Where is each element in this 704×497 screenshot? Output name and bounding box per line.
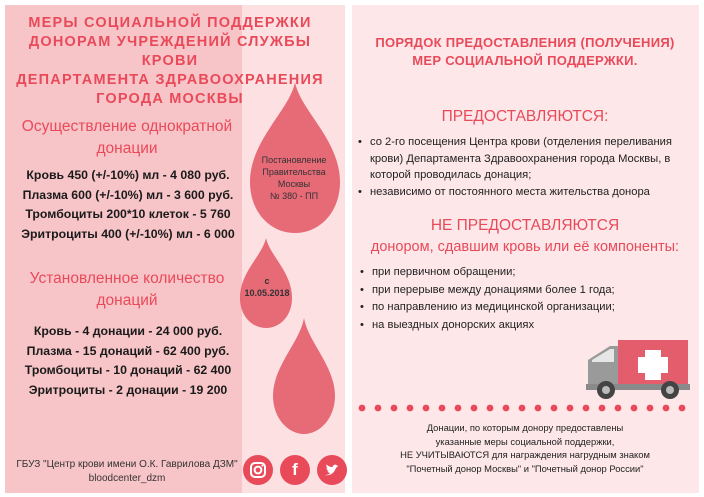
footer-left [12, 458, 242, 486]
list-item: • по направлению из медицинской организации; [358, 299, 678, 317]
drop1-line: Постановление [261, 155, 327, 165]
list-item: • независимо от постоянного места жительства донора [356, 184, 692, 201]
left-title-line: ДЕПАРТАМЕНТА ЗДРАВООХРАНЕНИЯ [16, 72, 324, 88]
blood-drop-bottom [273, 318, 335, 434]
footer-right-line: НЕ УЧИТЫВАЮТСЯ для награждения нагрудным знаком [400, 449, 650, 460]
list-item: Тромбоциты 200*10 клеток - 5 760 [25, 207, 231, 221]
footer-right-line: указанные меры социальной поддержки, [435, 435, 615, 447]
list-item: Эритроциты - 2 донации - 19 200 [28, 382, 228, 397]
not-provided-list [358, 264, 678, 335]
right-title-line: ПОРЯДОК ПРЕДОСТАВЛЕНИЯ (ПОЛУЧЕНИЯ) [375, 35, 675, 50]
section2-heading-line: донаций [96, 292, 158, 309]
ambulance-icon [584, 336, 692, 400]
organization-name: ГБУЗ "Центр крови имени О.К. Гаврилова ДЗМ" [16, 459, 238, 470]
instagram-icon[interactable] [243, 455, 273, 485]
twitter-icon[interactable] [317, 455, 347, 485]
footer-right-line: Донации, по которым донору предоставлены [426, 422, 624, 433]
list-item: • на выездных донорских акциях [358, 317, 678, 335]
right-title [358, 34, 692, 70]
drop1-line: Москвы [277, 179, 311, 189]
section2-heading-line: Установленное количество [29, 270, 225, 287]
left-title-line: ГОРОДА МОСКВЫ [96, 91, 244, 107]
drop2-line: 10.05.2018 [244, 288, 290, 298]
drop2-text [236, 275, 298, 299]
social-handle: bloodcenter_dzm [88, 473, 166, 484]
not-provided-heading: НЕ ПРЕДОСТАВЛЯЮТСЯ [430, 217, 620, 234]
list-item: Эритроциты 400 (+/-10%) мл - 6 000 [21, 226, 235, 241]
drop1-line: № 380 - ПП [269, 191, 319, 201]
drop2-line: с [264, 276, 270, 286]
provided-list [356, 134, 692, 200]
list-item: • при первичном обращении; [358, 264, 678, 282]
facebook-icon[interactable]: f [280, 455, 310, 485]
dotted-divider [356, 403, 692, 413]
list-item: • при перерыве между донациями более 1 года; [358, 282, 678, 300]
footer-right-line: "Почетный донор Москвы" и "Почетный донор России" [406, 462, 644, 474]
left-title-line: ДОНОРАМ УЧРЕЖДЕНИЙ СЛУЖБЫ КРОВИ [28, 34, 312, 69]
list-item: • со 2-го посещения Центра крови (отделения переливания крови) Департамента Здравоохранения города Москвы, в которой проводилась донация; [356, 134, 692, 184]
list-item: Плазма 600 (+/-10%) мл - 3 600 руб. [22, 187, 234, 202]
footer-right [360, 421, 690, 475]
drop1-line: Правительства [262, 167, 326, 177]
list-item: Кровь 450 (+/-10%) мл - 4 080 руб. [26, 168, 230, 182]
right-title-line: МЕР СОЦИАЛЬНОЙ ПОДДЕРЖКИ. [412, 53, 638, 68]
section1-heading-line: Осуществление однократной [21, 118, 233, 135]
provided-heading: ПРЕДОСТАВЛЯЮТСЯ: [441, 108, 609, 125]
list-item: Плазма - 15 донаций - 62 400 руб. [26, 343, 230, 358]
list-item: Тромбоциты - 10 донаций - 62 400 [24, 363, 232, 377]
drop1-text [254, 154, 334, 202]
section1-heading-line: донации [96, 140, 158, 157]
left-title-line: МЕРЫ СОЦИАЛЬНОЙ ПОДДЕРЖКИ [28, 15, 312, 31]
not-provided-subheading: донором, сдавшим кровь или её компоненты: [370, 239, 680, 255]
list-item: Кровь - 4 донации - 24 000 руб. [33, 324, 223, 338]
